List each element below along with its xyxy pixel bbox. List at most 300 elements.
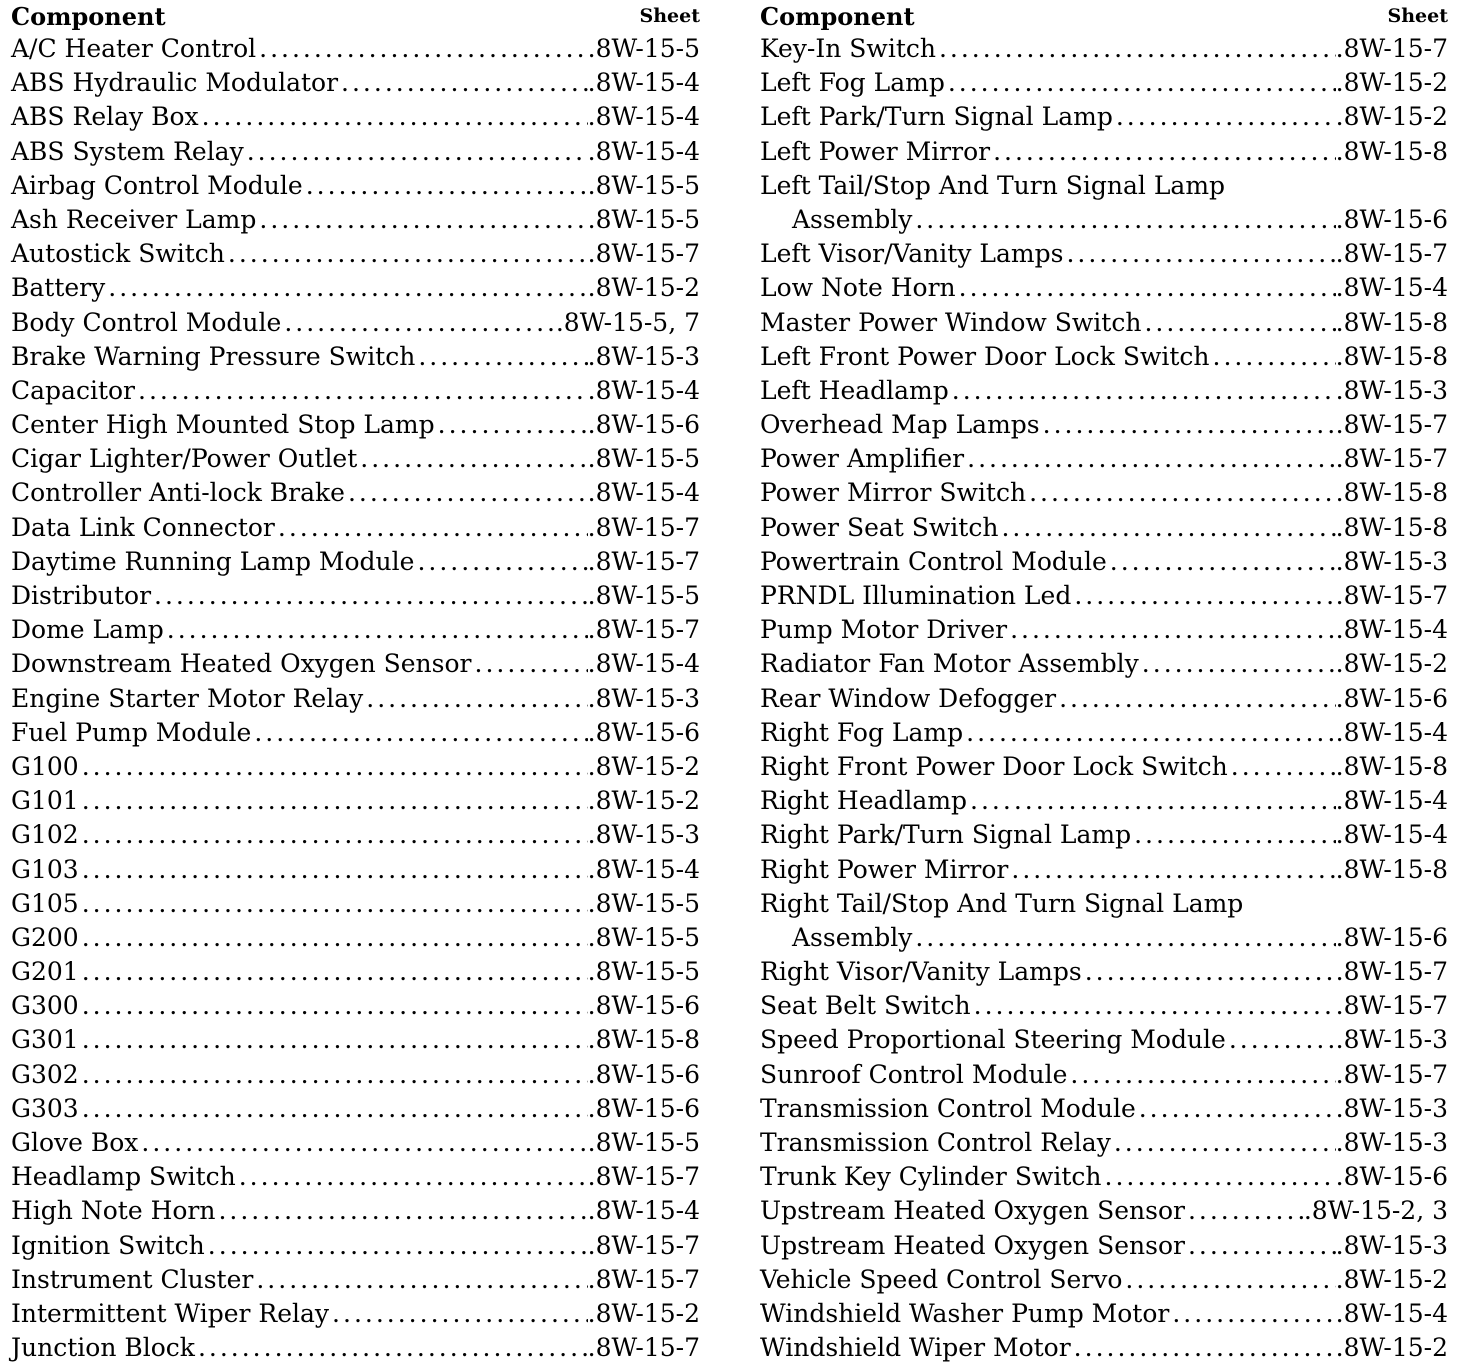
sheet-reference: .8W-15-2, 3 xyxy=(1303,1196,1448,1226)
dot-leader xyxy=(998,511,1335,545)
dot-leader xyxy=(1082,955,1336,989)
dot-leader xyxy=(971,989,1336,1023)
index-entry xyxy=(760,887,1448,921)
component-name: G103 xyxy=(11,854,79,884)
component-name: Master Power Window Switch xyxy=(760,307,1142,337)
component-name: Trunk Key Cylinder Switch xyxy=(760,1162,1102,1192)
component-name: ABS Hydraulic Modulator xyxy=(11,68,339,98)
sheet-reference: .8W-15-5 xyxy=(587,204,700,234)
index-entry xyxy=(760,135,1448,169)
sheet-reference: .8W-15-5 xyxy=(587,170,700,200)
dot-leader xyxy=(1107,545,1336,579)
component-name: Upstream Heated Oxygen Sensor xyxy=(760,1230,1185,1260)
index-entry xyxy=(11,545,700,579)
component-name: G300 xyxy=(11,991,79,1021)
index-entry xyxy=(760,442,1448,476)
index-entry xyxy=(11,476,700,510)
sheet-reference: .8W-15-6 xyxy=(1335,922,1448,952)
index-entry xyxy=(760,237,1448,271)
index-entry xyxy=(11,853,700,887)
dot-leader xyxy=(199,100,588,134)
sheet-reference: .8W-15-6 xyxy=(587,1093,700,1123)
sheet-reference: .8W-15-7 xyxy=(1335,239,1448,269)
sheet-reference: .8W-15-5 xyxy=(587,34,700,63)
component-name: Dome Lamp xyxy=(11,615,164,645)
dot-leader xyxy=(244,135,588,169)
index-entry xyxy=(11,340,700,374)
dot-leader xyxy=(105,271,587,305)
dot-leader xyxy=(1056,682,1336,716)
dot-leader xyxy=(435,408,588,442)
dot-leader xyxy=(949,374,1336,408)
dot-leader xyxy=(79,818,588,852)
right-column xyxy=(760,0,1448,1365)
sheet-reference: .8W-15-5 xyxy=(587,888,700,918)
dot-leader xyxy=(1141,306,1335,340)
index-entry xyxy=(760,613,1448,647)
sheet-reference: .8W-15-3 xyxy=(587,820,700,850)
index-entry xyxy=(760,989,1448,1023)
index-entry xyxy=(760,921,1448,955)
sheet-reference: .8W-15-6 xyxy=(587,717,700,747)
component-name: Windshield Wiper Motor xyxy=(760,1333,1071,1363)
sheet-reference: .8W-15-2 xyxy=(1335,1264,1448,1294)
dot-leader xyxy=(1071,1331,1336,1365)
sheet-reference: .8W-15-2 xyxy=(587,751,700,781)
index-entry xyxy=(760,1058,1448,1092)
component-name: Left Headlamp xyxy=(760,375,949,405)
dot-leader xyxy=(967,784,1336,818)
dot-leader xyxy=(215,1194,587,1228)
component-name: Cigar Lighter/Power Outlet xyxy=(11,444,358,474)
sheet-reference: .8W-15-4 xyxy=(1335,820,1448,850)
component-name: Ignition Switch xyxy=(11,1230,205,1260)
dot-leader xyxy=(363,682,587,716)
dot-leader xyxy=(1113,100,1336,134)
component-name: Capacitor xyxy=(11,375,135,405)
component-name: G201 xyxy=(11,957,79,987)
index-entry xyxy=(760,169,1448,203)
sheet-reference: .8W-15-6 xyxy=(1335,204,1448,234)
dot-leader xyxy=(1008,853,1335,887)
sheet-reference: .8W-15-4 xyxy=(1335,615,1448,645)
component-name: ABS System Relay xyxy=(11,136,244,166)
sheet-reference: .8W-15-7 xyxy=(1335,1059,1448,1089)
index-entry xyxy=(760,203,1448,237)
dot-leader xyxy=(281,306,556,340)
component-name: Fuel Pump Module xyxy=(11,717,252,747)
sheet-reference: .8W-15-6 xyxy=(1335,1162,1448,1192)
dot-leader xyxy=(135,374,588,408)
index-entry xyxy=(11,989,700,1023)
index-entry xyxy=(11,237,700,271)
dot-leader xyxy=(1122,1263,1335,1297)
index-entry xyxy=(760,340,1448,374)
index-entry xyxy=(11,716,700,750)
sheet-reference: .8W-15-5 xyxy=(587,957,700,987)
dot-leader xyxy=(1071,579,1335,613)
component-name: Autostick Switch xyxy=(11,239,225,269)
dot-leader xyxy=(79,1058,588,1092)
component-name: Controller Anti-lock Brake xyxy=(11,478,345,508)
dot-leader xyxy=(1040,408,1336,442)
index-entry xyxy=(11,887,700,921)
dot-leader xyxy=(138,1126,587,1160)
index-entry xyxy=(760,853,1448,887)
component-name: Daytime Running Lamp Module xyxy=(11,546,415,576)
index-entry xyxy=(11,408,700,442)
sheet-reference: .8W-15-8 xyxy=(1335,854,1448,884)
sheet-reference: .8W-15-4 xyxy=(587,136,700,166)
index-entry xyxy=(760,1331,1448,1365)
component-name: Instrument Cluster xyxy=(11,1264,254,1294)
sheet-reference: .8W-15-4 xyxy=(1335,1298,1448,1328)
sheet-reference: .8W-15-3 xyxy=(1335,546,1448,576)
index-entry xyxy=(760,374,1448,408)
component-name: Left Visor/Vanity Lamps xyxy=(760,239,1064,269)
dot-leader xyxy=(1210,340,1336,374)
component-name: Overhead Map Lamps xyxy=(760,410,1040,440)
index-entry xyxy=(760,1194,1448,1228)
component-name: Rear Window Defogger xyxy=(760,683,1057,713)
dot-leader xyxy=(338,66,588,100)
sheet-reference: .8W-15-2 xyxy=(1335,649,1448,679)
component-name: Assembly xyxy=(792,922,913,952)
index-entry xyxy=(760,1023,1448,1057)
index-entry xyxy=(11,613,700,647)
dot-leader xyxy=(79,750,588,784)
sheet-reference: .8W-15-2 xyxy=(1335,102,1448,132)
sheet-reference: .8W-15-5 xyxy=(587,581,700,610)
dot-leader xyxy=(1226,1023,1336,1057)
sheet-reference: .8W-15-7 xyxy=(587,1162,700,1192)
component-header: Component xyxy=(760,1,915,31)
component-name: G303 xyxy=(11,1093,79,1123)
dot-leader xyxy=(472,647,588,681)
sheet-reference: .8W-15-6 xyxy=(587,410,700,440)
index-entry xyxy=(760,1126,1448,1160)
index-entry xyxy=(760,682,1448,716)
dot-leader xyxy=(253,1263,587,1297)
index-entry xyxy=(11,66,700,100)
index-entry xyxy=(760,784,1448,818)
dot-leader xyxy=(256,32,588,66)
dot-leader xyxy=(964,442,1336,476)
component-name: Pump Motor Driver xyxy=(760,615,1008,645)
component-name: Left Power Mirror xyxy=(760,136,991,166)
index-entry xyxy=(11,1160,700,1194)
sheet-reference: .8W-15-7 xyxy=(1335,991,1448,1021)
component-name: Brake Warning Pressure Switch xyxy=(11,341,416,371)
component-name: PRNDL Illumination Led xyxy=(760,581,1072,610)
component-name: Speed Proportional Steering Module xyxy=(760,1025,1226,1055)
index-entry xyxy=(11,818,700,852)
dot-leader xyxy=(164,613,588,647)
index-entry xyxy=(11,374,700,408)
index-entry xyxy=(760,306,1448,340)
index-entry xyxy=(11,100,700,134)
dot-leader xyxy=(151,579,588,613)
index-entry xyxy=(11,579,700,613)
sheet-reference: .8W-15-4 xyxy=(1335,273,1448,303)
component-name: Left Front Power Door Lock Switch xyxy=(760,341,1210,371)
index-entry xyxy=(760,818,1448,852)
index-entry xyxy=(11,306,700,340)
component-name: Powertrain Control Module xyxy=(760,546,1107,576)
dot-leader xyxy=(1185,1194,1304,1228)
component-name: Transmission Control Relay xyxy=(760,1128,1111,1157)
dot-leader xyxy=(912,921,1335,955)
component-header: Component xyxy=(11,1,166,31)
sheet-reference: .8W-15-3 xyxy=(1335,1093,1448,1123)
sheet-reference: .8W-15-3 xyxy=(1335,1128,1448,1157)
right-entry-list xyxy=(760,32,1448,1365)
dot-leader xyxy=(1102,1160,1336,1194)
sheet-reference: .8W-15-4 xyxy=(587,649,700,679)
component-name: Upstream Heated Oxygen Sensor xyxy=(760,1196,1185,1226)
dot-leader xyxy=(963,716,1336,750)
sheet-reference: .8W-15-6 xyxy=(587,1059,700,1089)
sheet-reference: .8W-15-7 xyxy=(1335,34,1448,63)
left-column xyxy=(11,0,700,1365)
sheet-reference: .8W-15-8 xyxy=(1335,751,1448,781)
component-name: Sunroof Control Module xyxy=(760,1059,1068,1089)
sheet-reference: .8W-15-6 xyxy=(1335,683,1448,713)
sheet-reference: .8W-15-5, 7 xyxy=(555,307,700,337)
component-name: Vehicle Speed Control Servo xyxy=(760,1264,1123,1294)
component-name: Glove Box xyxy=(11,1128,139,1157)
dot-leader xyxy=(357,442,587,476)
sheet-reference: .8W-15-2 xyxy=(587,1298,700,1328)
sheet-reference: .8W-15-7 xyxy=(587,512,700,542)
index-entry xyxy=(11,955,700,989)
sheet-reference: .8W-15-4 xyxy=(1335,786,1448,816)
dot-leader xyxy=(303,169,588,203)
dot-leader xyxy=(329,1297,588,1331)
index-entry xyxy=(760,271,1448,305)
component-name: Power Seat Switch xyxy=(760,512,999,542)
component-name: Body Control Module xyxy=(11,307,282,337)
index-entry xyxy=(11,1229,700,1263)
sheet-reference: .8W-15-4 xyxy=(1335,717,1448,747)
sheet-header: Sheet xyxy=(639,5,700,27)
sheet-reference: .8W-15-3 xyxy=(1335,375,1448,405)
sheet-reference: .8W-15-3 xyxy=(1335,1025,1448,1055)
dot-leader xyxy=(195,1331,588,1365)
sheet-header: Sheet xyxy=(1387,5,1448,27)
sheet-reference: .8W-15-6 xyxy=(587,991,700,1021)
sheet-reference: .8W-15-7 xyxy=(1335,957,1448,987)
component-name: Seat Belt Switch xyxy=(760,991,971,1021)
component-name: Power Amplifier xyxy=(760,444,965,474)
index-entry xyxy=(760,32,1448,66)
dot-leader xyxy=(345,476,588,510)
sheet-reference: .8W-15-8 xyxy=(1335,478,1448,508)
dot-leader xyxy=(1026,476,1336,510)
sheet-reference: .8W-15-7 xyxy=(587,1264,700,1294)
dot-leader xyxy=(79,989,588,1023)
component-name: Intermittent Wiper Relay xyxy=(11,1298,330,1328)
component-name: Engine Starter Motor Relay xyxy=(11,683,364,713)
component-name: G101 xyxy=(11,786,79,816)
component-name: Low Note Horn xyxy=(760,273,956,303)
index-entry xyxy=(11,784,700,818)
sheet-reference: .8W-15-2 xyxy=(1335,68,1448,98)
sheet-reference: .8W-15-8 xyxy=(1335,307,1448,337)
sheet-reference: .8W-15-2 xyxy=(587,786,700,816)
component-name: Right Front Power Door Lock Switch xyxy=(760,751,1228,781)
index-entry xyxy=(11,1263,700,1297)
sheet-reference: .8W-15-5 xyxy=(587,922,700,952)
index-entry xyxy=(11,1194,700,1228)
sheet-reference: .8W-15-8 xyxy=(1335,341,1448,371)
index-entry xyxy=(11,32,700,66)
dot-leader xyxy=(79,921,588,955)
component-name: Airbag Control Module xyxy=(11,170,303,200)
index-entry xyxy=(760,100,1448,134)
dot-leader xyxy=(1111,1126,1336,1160)
index-entry xyxy=(11,511,700,545)
dot-leader xyxy=(79,887,588,921)
dot-leader xyxy=(956,271,1336,305)
dot-leader xyxy=(1139,647,1336,681)
component-name: G302 xyxy=(11,1059,79,1089)
sheet-reference: .8W-15-8 xyxy=(587,1025,700,1055)
dot-leader xyxy=(79,784,588,818)
index-entry xyxy=(11,1092,700,1126)
dot-leader xyxy=(256,203,587,237)
component-name: Right Headlamp xyxy=(760,786,968,816)
component-name: Right Fog Lamp xyxy=(760,717,964,747)
sheet-reference: .8W-15-4 xyxy=(587,375,700,405)
dot-leader xyxy=(205,1229,588,1263)
index-entry xyxy=(760,1263,1448,1297)
component-name: G100 xyxy=(11,751,79,781)
dot-leader xyxy=(236,1160,588,1194)
index-entry xyxy=(11,1058,700,1092)
sheet-reference: .8W-15-5 xyxy=(587,444,700,474)
component-name: Headlamp Switch xyxy=(11,1162,236,1192)
index-entry xyxy=(11,169,700,203)
index-entry xyxy=(11,682,700,716)
dot-leader xyxy=(945,66,1336,100)
dot-leader xyxy=(415,340,587,374)
dot-leader xyxy=(225,237,588,271)
index-entry xyxy=(760,1297,1448,1331)
dot-leader xyxy=(79,955,588,989)
column-header xyxy=(11,0,700,32)
component-name: G102 xyxy=(11,820,79,850)
index-entry xyxy=(11,750,700,784)
index-entry xyxy=(760,66,1448,100)
dot-leader xyxy=(990,135,1336,169)
component-name: Downstream Heated Oxygen Sensor xyxy=(11,649,472,679)
sheet-reference: .8W-15-4 xyxy=(587,68,700,98)
sheet-reference: .8W-15-8 xyxy=(1335,136,1448,166)
column-header xyxy=(760,0,1448,32)
sheet-reference: .8W-15-4 xyxy=(587,102,700,132)
sheet-reference: .8W-15-7 xyxy=(587,615,700,645)
component-name: G200 xyxy=(11,922,79,952)
index-entry xyxy=(11,647,700,681)
component-name: Ash Receiver Lamp xyxy=(11,204,257,234)
index-entry xyxy=(11,135,700,169)
sheet-reference: .8W-15-8 xyxy=(1335,512,1448,542)
index-entry xyxy=(11,1331,700,1365)
component-name: Junction Block xyxy=(11,1333,195,1363)
component-name: High Note Horn xyxy=(11,1196,216,1226)
sheet-reference: .8W-15-3 xyxy=(1335,1230,1448,1260)
sheet-reference: .8W-15-3 xyxy=(587,341,700,371)
sheet-reference: .8W-15-7 xyxy=(587,546,700,576)
component-name: G301 xyxy=(11,1025,79,1055)
index-entry xyxy=(760,1092,1448,1126)
component-name: Windshield Washer Pump Motor xyxy=(760,1298,1170,1328)
index-entry xyxy=(11,1023,700,1057)
component-name: Key-In Switch xyxy=(760,34,936,63)
sheet-reference: .8W-15-7 xyxy=(1335,444,1448,474)
component-name: Transmission Control Module xyxy=(760,1093,1136,1123)
sheet-reference: .8W-15-2 xyxy=(1335,1333,1448,1363)
component-name: Right Tail/Stop And Turn Signal Lamp xyxy=(760,888,1244,918)
dot-leader xyxy=(1228,750,1336,784)
index-entry xyxy=(760,647,1448,681)
index-entry xyxy=(760,1160,1448,1194)
index-entry xyxy=(11,203,700,237)
index-entry xyxy=(11,921,700,955)
index-entry xyxy=(11,271,700,305)
index-entry xyxy=(11,1297,700,1331)
component-name: G105 xyxy=(11,888,79,918)
dot-leader xyxy=(251,716,587,750)
index-entry xyxy=(11,1126,700,1160)
sheet-reference: .8W-15-2 xyxy=(587,273,700,303)
component-name: Radiator Fan Motor Assembly xyxy=(760,649,1139,679)
dot-leader xyxy=(79,1023,588,1057)
component-name: Assembly xyxy=(792,204,913,234)
left-entry-list xyxy=(11,32,700,1365)
dot-leader xyxy=(414,545,587,579)
index-entry xyxy=(760,476,1448,510)
dot-leader xyxy=(79,853,588,887)
index-entry xyxy=(760,579,1448,613)
index-entry xyxy=(760,1229,1448,1263)
component-name: Right Power Mirror xyxy=(760,854,1009,884)
dot-leader xyxy=(912,203,1335,237)
dot-leader xyxy=(1067,1058,1335,1092)
dot-leader xyxy=(1169,1297,1335,1331)
component-name: Battery xyxy=(11,273,106,303)
index-entry xyxy=(760,750,1448,784)
index-entry xyxy=(760,716,1448,750)
component-name: Left Park/Turn Signal Lamp xyxy=(760,102,1113,132)
sheet-reference: .8W-15-7 xyxy=(587,239,700,269)
sheet-reference: .8W-15-4 xyxy=(587,854,700,884)
dot-leader xyxy=(1185,1229,1336,1263)
component-name: ABS Relay Box xyxy=(11,102,199,132)
component-name: Center High Mounted Stop Lamp xyxy=(11,410,435,440)
component-name: Left Fog Lamp xyxy=(760,68,945,98)
sheet-reference: .8W-15-7 xyxy=(587,1230,700,1260)
dot-leader xyxy=(1007,613,1336,647)
dot-leader xyxy=(275,511,588,545)
component-name: Right Park/Turn Signal Lamp xyxy=(760,820,1132,850)
sheet-reference: .8W-15-4 xyxy=(587,478,700,508)
component-name: Left Tail/Stop And Turn Signal Lamp xyxy=(760,170,1226,200)
dot-leader xyxy=(1131,818,1336,852)
index-entry xyxy=(760,511,1448,545)
sheet-reference: .8W-15-7 xyxy=(1335,581,1448,610)
